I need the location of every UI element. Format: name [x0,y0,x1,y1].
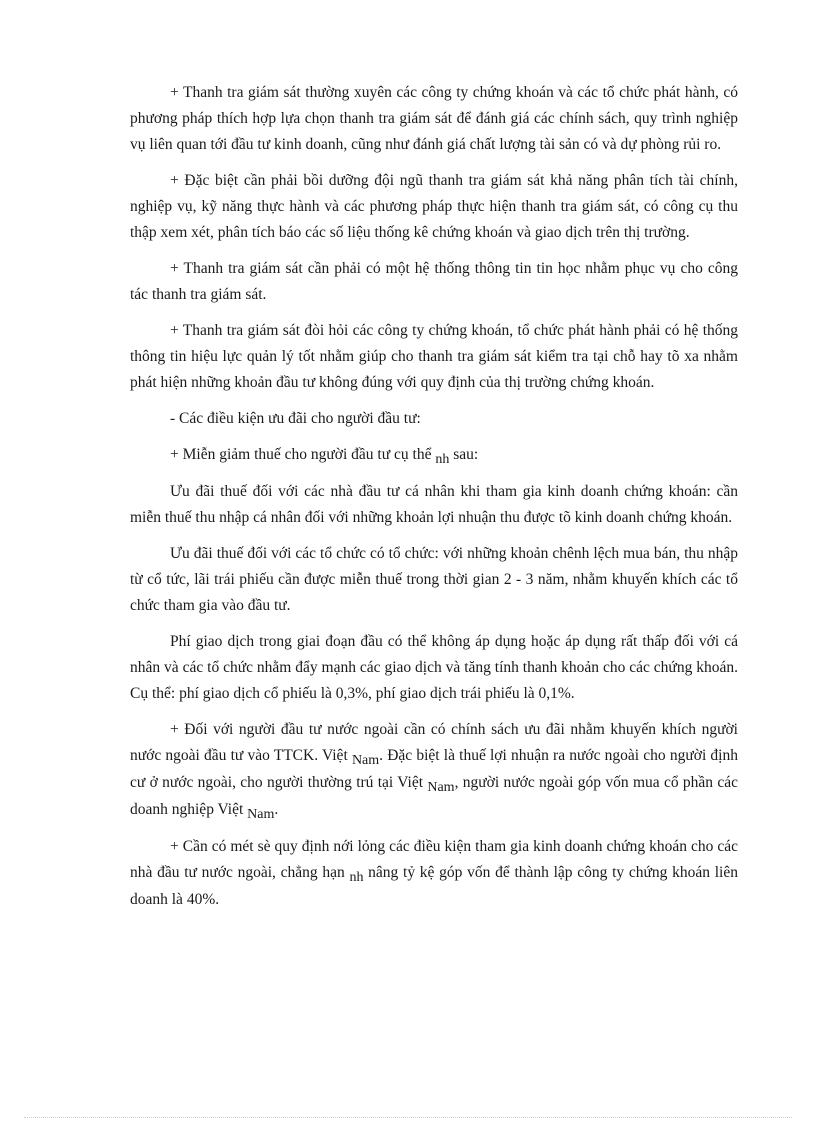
subscript-run: nh [349,870,364,885]
text-run: sau: [449,446,479,463]
paragraph-transaction-fees: Phí giao dịch trong giai đoạn đầu có thể không áp dụng hoặc áp dụng rất thấp đối với cá nhân và các tổ chức nhằm đẩy mạnh các giao dịch và tăng tính thanh khoản cho các chứng khoán. Cụ thể: phí giao dịch cổ phiếu là 0,3%, phí giao dịch trái phiếu là 0,1%. [130,633,738,702]
paragraph-foreign-investors [130,717,738,824]
paragraph-individual-tax-incentive: Ưu đãi thuế đối với các nhà đầu tư cá nhân khi tham gia kinh doanh chứng khoán: cần miễn thuế thu nhập cá nhân đối với những khoản lợi nhuận thu được tõ kinh doanh chứng khoán. [130,483,738,526]
subscript-run: Nam [247,807,275,822]
text-run: . Đặc biệt là thuế lợi nhuận ra nước ngoài cho người định cư ở nước ngoài, cho người thường trú tại Việt [130,747,738,791]
text-run: + Đối với người đầu tư nước ngoài cần có chính sách ưu đãi nhằm khuyến khích người nước ngoài đầu tư vào TTCK. Việt [130,721,738,764]
text-run: + Miễn giảm thuế cho người đầu tư cụ thể [170,446,436,463]
subscript-run: Nam [351,753,380,768]
document-page [130,80,738,923]
paragraph-foreign-conditions [130,834,738,913]
text-run: + Cần có mét sè quy định nới lỏng các điều kiện tham gia kinh doanh chứng khoán cho các nhà đầu tư nước ngoài, chẳng hạn [130,838,738,881]
paragraph-inspection-training: + Đặc biệt cần phải bồi dưỡng đội ngũ thanh tra giám sát khả năng phân tích tài chính, nghiệp vụ, kỹ năng thực hành và các phương pháp thực hiện thanh tra giám sát, có công cụ thu thập xem xét, phân tích báo các số liệu thống kê chứng khoán và giao dịch trên thị trường. [130,172,738,241]
paragraph-inspection-regular: + Thanh tra giám sát thường xuyên các công ty chứng khoán và các tổ chức phát hành, có phương pháp thích hợp lựa chọn thanh tra giám sát để đánh giá các chính sách, quy trình nghiệp vụ liên quan tới đầu tư kinh doanh, cũng như đánh giá chất lượng tài sản có và dự phòng rủi ro. [130,84,738,153]
paragraph-investor-incentives-heading: - Các điều kiện ưu đãi cho người đầu tư: [170,410,421,427]
subscript-run: Nam [427,780,455,795]
text-run: , người nước ngoài góp vốn mua cổ phần các doanh nghiệp Việt [130,774,738,818]
paragraph-inspection-it-system: + Thanh tra giám sát cần phải có một hệ thống thông tin tin học nhằm phục vụ cho công tác thanh tra giám sát. [130,260,738,303]
text-run: nâng tỷ kệ góp vốn để thành lập công ty chứng khoán liên doanh là 40%. [130,864,738,908]
paragraph-inspection-requirements: + Thanh tra giám sát đòi hỏi các công ty chứng khoán, tổ chức phát hành phải có hệ thống thông tin hiệu lực quản lý tốt nhằm giúp cho thanh tra giám sát kiểm tra tại chỗ hay tõ xa nhằm phát hiện những khoản đầu tư không đúng với quy định của thị trường chứng khoán. [130,322,738,391]
page-bottom-divider [24,1117,792,1118]
paragraph-organization-tax-incentive: Ưu đãi thuế đối với các tổ chức có tổ chức: với những khoản chênh lệch mua bán, thu nhập từ cổ tức, lãi trái phiếu cần được miễn thuế trong thời gian 2 - 3 năm, nhằm khuyến khích các tổ chức tham gia vào đầu tư. [130,545,738,614]
text-run: . [274,801,279,818]
subscript-run: nh [435,452,450,467]
paragraph-tax-exemption [130,442,738,469]
